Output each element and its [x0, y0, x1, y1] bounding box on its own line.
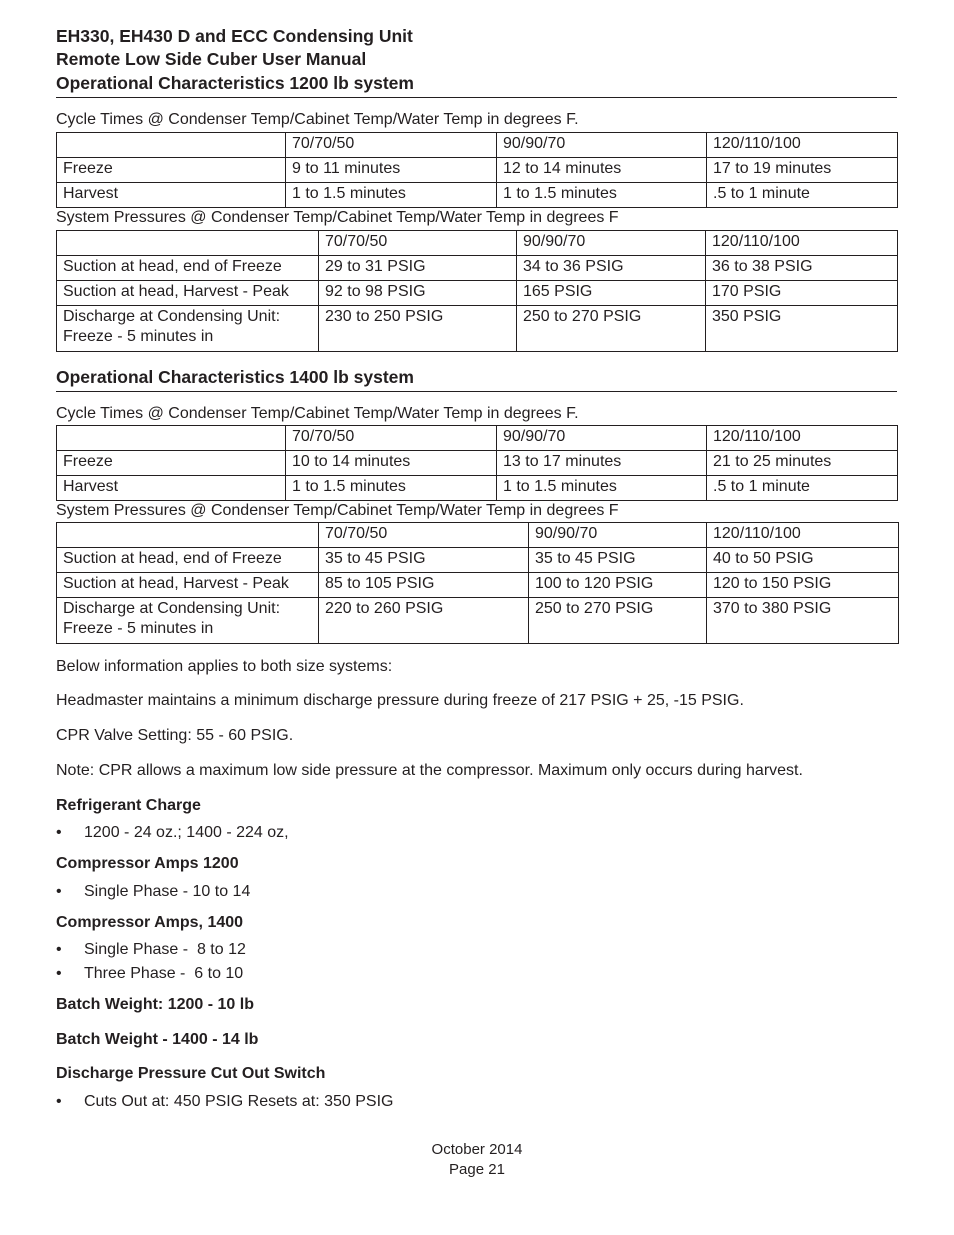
table-cell: 1 to 1.5 minutes — [286, 476, 497, 501]
table-cell: .5 to 1 minute — [707, 183, 898, 208]
table-header-cell: 70/70/50 — [286, 133, 497, 158]
table-cell: 370 to 380 PSIG — [707, 598, 899, 644]
table-cell: 170 PSIG — [706, 281, 898, 306]
section-divider — [56, 391, 897, 392]
section-heading-1400: Operational Characteristics 1400 lb system — [56, 367, 414, 387]
table-header-cell: 120/110/100 — [707, 523, 899, 548]
table-header-row — [57, 426, 898, 451]
batch-weight-1200: Batch Weight: 1200 - 10 lb — [56, 996, 254, 1013]
table-cell: 36 to 38 PSIG — [706, 256, 898, 281]
table-header-row — [57, 133, 898, 158]
table-cell: 1 to 1.5 minutes — [497, 476, 707, 501]
amps-1400-heading: Compressor Amps, 1400 — [56, 914, 244, 931]
cell-line: Freeze - 5 minutes in — [63, 620, 214, 637]
cycle-caption-1200: Cycle Times @ Condenser Temp/Cabinet Temp/Water Temp in degrees F. — [56, 111, 579, 128]
cell-line: Discharge at Condensing Unit: — [63, 600, 281, 617]
table-cell: 350 PSIG — [706, 306, 898, 352]
table-cell: 34 to 36 PSIG — [517, 256, 706, 281]
table-cell: 13 to 17 minutes — [497, 451, 707, 476]
table-cell: 92 to 98 PSIG — [319, 281, 517, 306]
table-header-cell: 70/70/50 — [286, 426, 497, 451]
table-cell — [57, 133, 286, 158]
section-heading-1200: Operational Characteristics 1200 lb system — [56, 73, 414, 93]
table-cell: 40 to 50 PSIG — [707, 548, 899, 573]
list-item-text: Single Phase - 10 to 14 — [84, 883, 251, 900]
table-row — [57, 281, 898, 306]
table-cell: 35 to 45 PSIG — [529, 548, 707, 573]
amps-1200-heading: Compressor Amps 1200 — [56, 855, 239, 872]
table-cell: 21 to 25 minutes — [707, 451, 898, 476]
table-cell: Harvest — [57, 476, 286, 501]
table-cell: 100 to 120 PSIG — [529, 573, 707, 598]
list-item — [56, 940, 246, 960]
table-cell: Freeze — [57, 158, 286, 183]
pressure-caption-1200: System Pressures @ Condenser Temp/Cabinet Temp/Water Temp in degrees F — [56, 209, 619, 226]
table-header-row — [57, 231, 898, 256]
table-row — [57, 183, 898, 208]
table-row — [57, 256, 898, 281]
applies-note: Below information applies to both size systems: — [56, 658, 393, 675]
table-row — [57, 548, 899, 573]
pressure-caption-1400: System Pressures @ Condenser Temp/Cabinet Temp/Water Temp in degrees F — [56, 502, 619, 519]
table-header-cell: 120/110/100 — [706, 231, 898, 256]
cycle-table-1200 — [56, 132, 898, 208]
manual-subtitle: Remote Low Side Cuber User Manual — [56, 49, 367, 69]
table-cell: 85 to 105 PSIG — [319, 573, 529, 598]
page-number: Page 21 — [449, 1161, 505, 1178]
table-cell — [57, 523, 319, 548]
cpr-note: Note: CPR allows a maximum low side pressure at the compressor. Maximum only occurs during harvest. — [56, 762, 803, 779]
cycle-table-1400 — [56, 425, 898, 501]
table-header-cell: 90/90/70 — [529, 523, 707, 548]
table-cell: 10 to 14 minutes — [286, 451, 497, 476]
list-item — [56, 882, 250, 902]
table-cell: 250 to 270 PSIG — [517, 306, 706, 352]
cycle-caption-1400: Cycle Times @ Condenser Temp/Cabinet Temp/Water Temp in degrees F. — [56, 405, 579, 422]
table-cell: 1 to 1.5 minutes — [497, 183, 707, 208]
table-cell: Suction at head, Harvest - Peak — [57, 573, 319, 598]
table-header-row — [57, 523, 899, 548]
table-cell — [57, 231, 319, 256]
table-row — [57, 476, 898, 501]
table-row — [57, 598, 899, 644]
table-header-cell: 90/90/70 — [497, 133, 707, 158]
table-cell: 120 to 150 PSIG — [707, 573, 899, 598]
bullet-mark: • — [56, 941, 62, 958]
table-header-cell: 90/90/70 — [517, 231, 706, 256]
bullet-mark: • — [56, 824, 62, 841]
manual-title: EH330, EH430 D and ECC Condensing Unit — [56, 26, 413, 46]
table-cell: Suction at head, end of Freeze — [57, 256, 319, 281]
table-cell: 220 to 260 PSIG — [319, 598, 529, 644]
table-cell: 9 to 11 minutes — [286, 158, 497, 183]
table-header-cell: 120/110/100 — [707, 133, 898, 158]
list-item-text: Three Phase - 6 to 10 — [84, 965, 244, 982]
table-row — [57, 573, 899, 598]
headmaster-note: Headmaster maintains a minimum discharge pressure during freeze of 217 PSIG + 25, -15 PSIG. — [56, 692, 744, 709]
table-cell: 230 to 250 PSIG — [319, 306, 517, 352]
table-cell: 35 to 45 PSIG — [319, 548, 529, 573]
bullet-mark: • — [56, 1093, 62, 1110]
table-cell: 12 to 14 minutes — [497, 158, 707, 183]
refrigerant-heading: Refrigerant Charge — [56, 797, 201, 814]
batch-weight-1400: Batch Weight - 1400 - 14 lb — [56, 1031, 259, 1048]
table-cell: 250 to 270 PSIG — [529, 598, 707, 644]
table-cell — [57, 306, 319, 352]
table-header-cell: 70/70/50 — [319, 523, 529, 548]
list-item-text: Cuts Out at: 450 PSIG Resets at: 350 PSIG — [84, 1093, 394, 1110]
list-item — [56, 964, 243, 984]
table-header-cell: 70/70/50 — [319, 231, 517, 256]
pressure-table-1200 — [56, 230, 898, 352]
table-cell: 29 to 31 PSIG — [319, 256, 517, 281]
list-item — [56, 1092, 393, 1112]
table-cell: Suction at head, end of Freeze — [57, 548, 319, 573]
table-cell: Suction at head, Harvest - Peak — [57, 281, 319, 306]
table-row — [57, 306, 898, 352]
table-cell: 1 to 1.5 minutes — [286, 183, 497, 208]
bullet-mark: • — [56, 965, 62, 982]
cpr-setting: CPR Valve Setting: 55 - 60 PSIG. — [56, 727, 294, 744]
table-header-cell: 90/90/70 — [497, 426, 707, 451]
list-item-text: 1200 - 24 oz.; 1400 - 224 oz, — [84, 824, 289, 841]
cell-line: Freeze - 5 minutes in — [63, 328, 214, 345]
footer-date: October 2014 — [431, 1141, 523, 1158]
table-cell: 165 PSIG — [517, 281, 706, 306]
table-cell — [57, 426, 286, 451]
table-header-cell: 120/110/100 — [707, 426, 898, 451]
pressure-table-1400 — [56, 522, 899, 644]
table-row — [57, 158, 898, 183]
list-item — [56, 823, 289, 843]
table-cell: Freeze — [57, 451, 286, 476]
table-cell — [57, 598, 319, 644]
table-cell: 17 to 19 minutes — [707, 158, 898, 183]
list-item-text: Single Phase - 8 to 12 — [84, 941, 246, 958]
cell-line: Discharge at Condensing Unit: — [63, 308, 281, 325]
table-cell: Harvest — [57, 183, 286, 208]
bullet-mark: • — [56, 883, 62, 900]
cutout-heading: Discharge Pressure Cut Out Switch — [56, 1065, 326, 1082]
section-divider — [56, 97, 897, 98]
table-cell: .5 to 1 minute — [707, 476, 898, 501]
table-row — [57, 451, 898, 476]
